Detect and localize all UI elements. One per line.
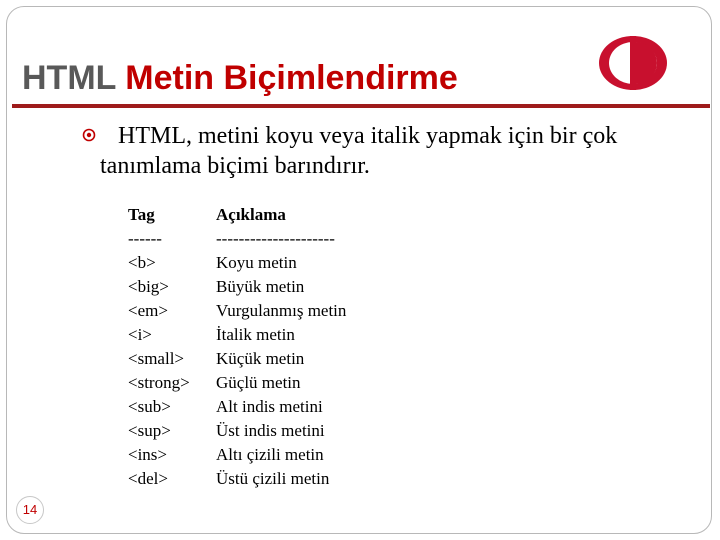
separator-description: ---------------------: [216, 229, 335, 248]
description-cell: Üstü çizili metin: [216, 469, 330, 488]
bullet-icon: [82, 128, 96, 142]
tag-cell: <small>: [128, 349, 185, 368]
bullet-item: [84, 121, 674, 181]
tag-table: [128, 203, 346, 491]
description-cell: Vurgulanmış metin: [216, 301, 347, 320]
table-row: [128, 251, 346, 275]
page-number: 14: [22, 502, 38, 517]
table-row: [128, 467, 346, 491]
table-row: [128, 347, 346, 371]
description-cell: Koyu metin: [216, 253, 297, 272]
title-part-html: HTML: [22, 59, 116, 97]
table-header: [128, 203, 346, 227]
description-cell: Küçük metin: [216, 349, 305, 368]
tag-cell: <sub>: [128, 397, 171, 416]
table-row: [128, 323, 346, 347]
bullet-text: HTML, metini koyu veya italik yapmak için bir çok tanımlama biçimi barındırır.: [100, 123, 618, 179]
description-cell: Güçlü metin: [216, 373, 301, 392]
table-row: [128, 299, 346, 323]
separator-tag: ------: [128, 229, 162, 248]
tag-cell: <sup>: [128, 421, 171, 440]
table-row: [128, 371, 346, 395]
table-row: [128, 275, 346, 299]
tag-cell: <b>: [128, 253, 156, 272]
title-underline: [12, 104, 710, 108]
tag-cell: <del>: [128, 469, 168, 488]
description-cell: Alt indis metini: [216, 397, 323, 416]
description-cell: Üst indis metini: [216, 421, 325, 440]
table-row: [128, 443, 346, 467]
description-cell: Altı çizili metin: [216, 445, 324, 464]
table-row: [128, 419, 346, 443]
description-cell: Büyük metin: [216, 277, 305, 296]
slide-title: [22, 58, 458, 98]
tag-cell: <strong>: [128, 373, 190, 392]
odtu-logo-icon: [597, 34, 670, 92]
header-description: Açıklama: [216, 205, 286, 224]
description-cell: İtalik metin: [216, 325, 295, 344]
table-separator: [128, 227, 346, 251]
table-row: [128, 395, 346, 419]
header-tag: Tag: [128, 205, 155, 224]
tag-cell: <i>: [128, 325, 152, 344]
page-number-badge: [16, 496, 44, 524]
tag-cell: <big>: [128, 277, 169, 296]
title-part-rest: Metin Biçimlendirme: [125, 59, 458, 97]
tag-cell: <ins>: [128, 445, 168, 464]
tag-cell: <em>: [128, 301, 168, 320]
